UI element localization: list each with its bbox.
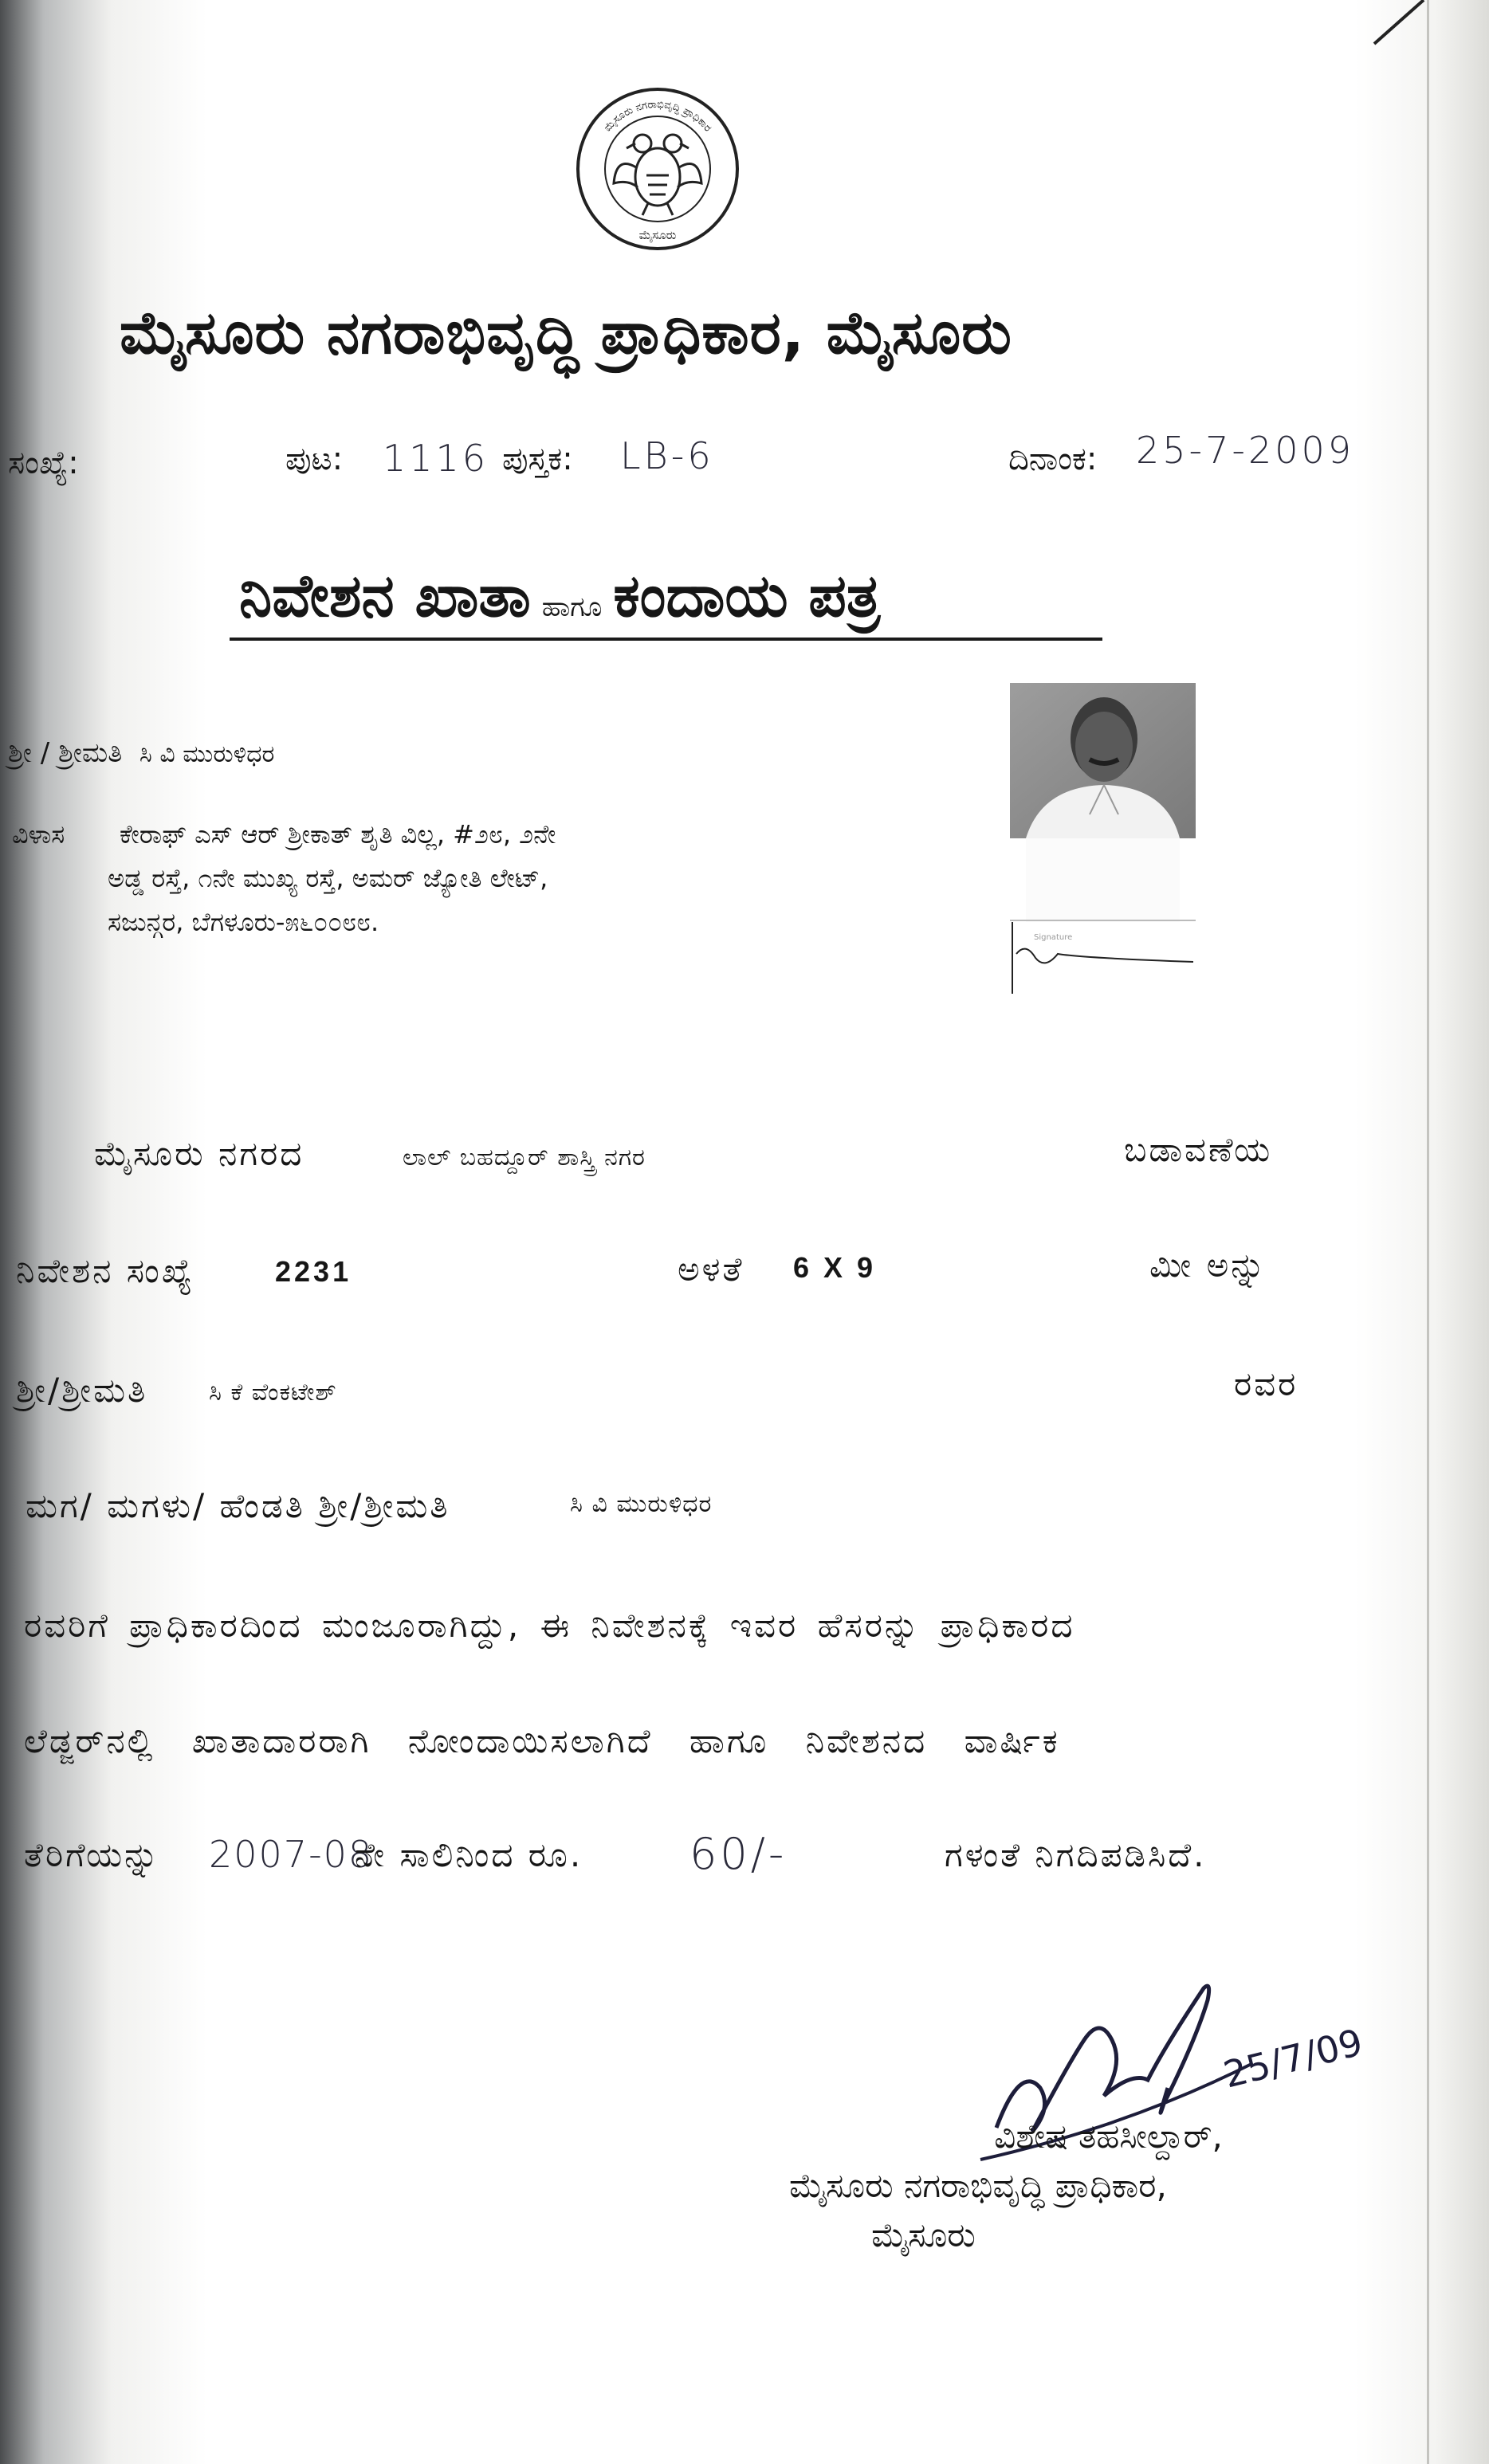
holder-line xyxy=(8,737,274,769)
photo-caption: Signature xyxy=(1034,933,1073,942)
gandaberunda-emblem-icon xyxy=(614,135,701,215)
tax-year-suffix: ನೇ ಸಾಲಿನಿಂದ ರೂ. xyxy=(355,1835,583,1874)
address-line-3: ಸಜುನ್ಗರ, ಬೆಗಳೂರು-೫೬೦೦೮೮. xyxy=(108,907,379,937)
tax-prefix: ತೆರಿಗೆಯನ್ನು xyxy=(24,1835,161,1874)
signatory-place: ಮೈಸೂರು xyxy=(871,2215,976,2254)
paragraph-line-2: ಲೆಡ್ಜರ್‌ನಲ್ಲಿ ಖಾತಾದಾರರಾಗಿ ನೋಂದಾಯಿಸಲಾಗಿದೆ ಹಾಗೂ ನಿವೇಶನದ ವಾರ್ಷಿಕ xyxy=(24,1721,1060,1760)
photo-signature xyxy=(1016,949,1193,963)
allottee-suffix: ರವರ xyxy=(1234,1364,1298,1403)
seal-bottom-text: ಮೈಸೂರು xyxy=(638,228,677,242)
relation-name: ಸಿ ವಿ ಮುರುಳಿಧರ xyxy=(570,1490,713,1518)
tax-amount: 60/- xyxy=(689,1829,788,1879)
layout-suffix: ಬಡಾವಣೆಯ xyxy=(1124,1130,1273,1169)
relation-label: ಮಗ/ ಮಗಳು/ ಹೆಂಡತಿ ಶ್ರೀ/ಶ್ರೀಮತಿ xyxy=(26,1486,450,1525)
signatory-block xyxy=(789,2112,1350,2260)
holder-photo xyxy=(1010,683,1196,994)
authority-seal xyxy=(572,80,743,263)
size-label: ಅಳತೆ xyxy=(678,1250,744,1289)
signatory-org: ಮೈಸೂರು ನಗರಾಭಿವೃದ್ಧಿ ಪ್ರಾಧಿಕಾರ, xyxy=(789,2166,1167,2205)
site-number: 2231 xyxy=(275,1255,352,1288)
document-title xyxy=(239,562,880,631)
allottee-name: ಸಿ ಕೆ ವೆಂಕಟೇಶ್ xyxy=(209,1379,337,1407)
size-suffix: ಮೀ ಅನ್ನು xyxy=(1149,1246,1267,1285)
allottee-label: ಶ್ರೀ/ಶ್ರೀಮತಿ xyxy=(16,1371,148,1410)
title-part-1: ನಿವೇಶನ ಖಾತಾ xyxy=(239,562,531,630)
book-value: LB-6 xyxy=(620,434,714,477)
signature-date: 25/7/09 xyxy=(1219,2020,1367,2097)
title-underline xyxy=(230,638,1102,641)
address-block xyxy=(12,813,713,944)
address-line-1: ಕೇರಾಫ್ ಎಸ್ ಆರ್ ಶ್ರೀಕಾತ್ ಶೃತಿ ವಿಲ್ಲ, #೨೮, ೨ನೇ xyxy=(120,819,556,849)
city-prefix: ಮೈಸೂರು ನಗರದ xyxy=(94,1134,304,1173)
tax-year: 2007-08 xyxy=(209,1833,374,1876)
paragraph-line-1: ರವರಿಗೆ ಪ್ರಾಧಿಕಾರದಿಂದ ಮಂಜೂರಾಗಿದ್ದು, ಈ ನಿವೇಶನಕ್ಕೆ ಇವರ ಹೆಸರನ್ನು ಪ್ರಾಧಿಕಾರದ xyxy=(24,1606,1075,1645)
tax-suffix: ಗಳಂತೆ ನಿಗದಿಪಡಿಸಿದೆ. xyxy=(945,1835,1207,1874)
size-value: 6 X 9 xyxy=(793,1251,877,1284)
layout-name: ಲಾಲ್ ಬಹದ್ದೂರ್ ಶಾಸ್ತ್ರಿ ನಗರ xyxy=(403,1144,646,1171)
title-part-2: ಕಂದಾಯ ಪತ್ರ xyxy=(613,562,881,630)
book-label: ಪುಸ್ತಕ: xyxy=(502,441,573,477)
address-line-2: ಅಡ್ಡ ರಸ್ತೆ, ೧ನೇ ಮುಖ್ಯ ರಸ್ತೆ, ಅಮರ್ ಜ್ಯೋತಿ ಲೇಟ್, xyxy=(108,863,548,893)
date-label: ದಿನಾಂಕ: xyxy=(1008,441,1098,477)
page-label: ಪುಟ: xyxy=(285,441,344,477)
number-label: ಸಂಖ್ಯೆ: xyxy=(8,445,79,481)
site-number-label: ನಿವೇಶನ ಸಂಖ್ಯೆ xyxy=(16,1251,194,1290)
authority-heading: ಮೈಸೂರು ನಗರಾಭಿವೃದ್ಧಿ ಪ್ರಾಧಿಕಾರ, ಮೈಸೂರು xyxy=(120,299,1012,367)
title-connector: ಹಾಗೂ xyxy=(541,591,603,623)
address-label: ವಿಳಾಸ xyxy=(12,819,65,849)
signatory-designation: ವಿಶೇಷ ತಹಸೀಲ್ದಾರ್, xyxy=(994,2117,1223,2156)
seal-ring-text: ಮೈಸೂರು ನಗರಾಭಿವೃದ್ಧಿ ಪ್ರಾಧಿಕಾರ xyxy=(601,98,714,135)
holder-name: ಸಿ ವಿ ಮುರುಳಿಧರ xyxy=(139,740,275,768)
date-value: 25-7-2009 xyxy=(1136,429,1355,472)
page-value: 1116 xyxy=(383,437,489,480)
holder-label: ಶ್ರೀ / ಶ್ರೀಮತಿ xyxy=(8,737,123,769)
page-crease xyxy=(1427,0,1429,2464)
corner-pen-mark xyxy=(1368,0,1487,72)
